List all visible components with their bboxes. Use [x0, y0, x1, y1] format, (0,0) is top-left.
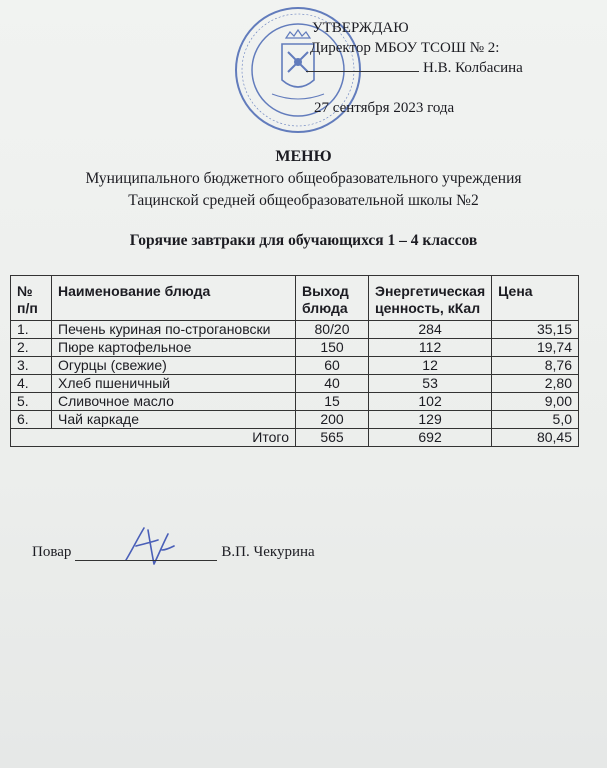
meal-title: Горячие завтраки для обучающихся 1 – 4 классов: [129, 232, 478, 249]
approval-position: Директор МБОУ ТСОШ № 2:: [310, 40, 500, 56]
cook-signature-line: [75, 548, 217, 561]
dish-name: Чай каркаде: [52, 411, 296, 429]
organization-line-2: Тацинской средней общеобразовательной школы №2: [128, 192, 479, 209]
cook-name: В.П. Чекурина: [221, 544, 315, 560]
director-signature-line: [306, 71, 419, 72]
cook-label: Повар: [32, 544, 72, 560]
dish-energy: 102: [369, 393, 492, 411]
dish-price: 35,15: [492, 321, 579, 339]
dish-energy: 53: [369, 375, 492, 393]
row-number: 3.: [11, 357, 52, 375]
table-row: [11, 321, 579, 339]
total-price: 80,45: [492, 429, 579, 447]
dish-energy: 129: [369, 411, 492, 429]
dish-name: Хлеб пшеничный: [52, 375, 296, 393]
row-number: 1.: [11, 321, 52, 339]
table-row: [11, 393, 579, 411]
table-row: [11, 375, 579, 393]
table-total-row: [11, 429, 579, 447]
row-number: 2.: [11, 339, 52, 357]
dish-energy: 284: [369, 321, 492, 339]
dish-price: 2,80: [492, 375, 579, 393]
dish-yield: 80/20: [296, 321, 369, 339]
dish-name: Печень куриная по-строгановски: [52, 321, 296, 339]
dish-yield: 15: [296, 393, 369, 411]
dish-price: 5,0: [492, 411, 579, 429]
row-number: 6.: [11, 411, 52, 429]
cook-line: [32, 544, 315, 561]
dish-energy: 12: [369, 357, 492, 375]
total-energy: 692: [369, 429, 492, 447]
dish-price: 9,00: [492, 393, 579, 411]
dish-price: 19,74: [492, 339, 579, 357]
dish-name: Пюре картофельное: [52, 339, 296, 357]
dish-yield: 150: [296, 339, 369, 357]
table-row: [11, 411, 579, 429]
header-number: № п/п: [11, 276, 52, 321]
organization-line-1: Муниципального бюджетного общеобразовательного учреждения: [85, 170, 522, 187]
total-yield: 565: [296, 429, 369, 447]
header-energy: Энергетическая ценность, кКал: [369, 276, 492, 321]
dish-yield: 200: [296, 411, 369, 429]
approval-title: УТВЕРЖДАЮ: [312, 20, 409, 36]
dish-yield: 40: [296, 375, 369, 393]
approval-date: 27 сентября 2023 года: [314, 100, 455, 116]
dish-price: 8,76: [492, 357, 579, 375]
dish-energy: 112: [369, 339, 492, 357]
director-name: Н.В. Колбасина: [423, 60, 523, 76]
total-label: Итого: [11, 429, 296, 447]
header-dish-name: Наименование блюда: [52, 276, 296, 321]
table-row: [11, 357, 579, 375]
header-price: Цена: [492, 276, 579, 321]
menu-title: МЕНЮ: [275, 148, 332, 165]
menu-table: [10, 275, 579, 447]
dish-name: Сливочное масло: [52, 393, 296, 411]
row-number: 5.: [11, 393, 52, 411]
dish-name: Огурцы (свежие): [52, 357, 296, 375]
table-row: [11, 339, 579, 357]
dish-yield: 60: [296, 357, 369, 375]
table-header-row: [11, 276, 579, 321]
row-number: 4.: [11, 375, 52, 393]
approval-block: [310, 18, 523, 116]
header-yield: Выход блюда: [296, 276, 369, 321]
